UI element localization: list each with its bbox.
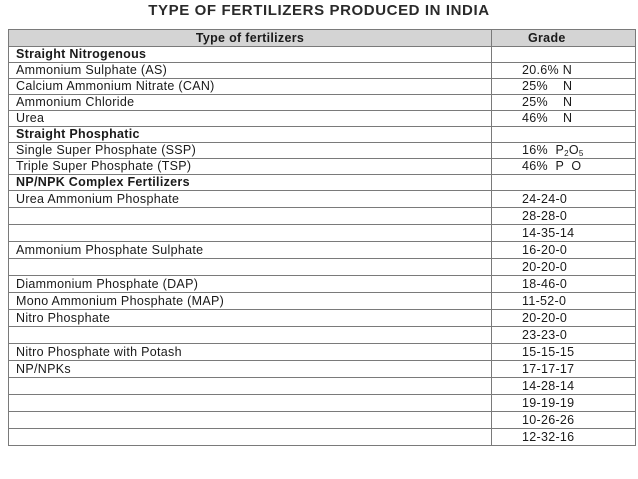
type-cell xyxy=(9,412,492,429)
header-type: Type of fertilizers xyxy=(9,30,492,47)
type-cell: Urea xyxy=(9,111,492,127)
table-row xyxy=(9,159,636,175)
grade-cell: 14-35-14 xyxy=(492,225,636,242)
section-row xyxy=(9,47,636,63)
type-cell: Ammonium Phosphate Sulphate xyxy=(9,242,492,259)
grade-cell xyxy=(492,143,636,159)
table-row xyxy=(9,111,636,127)
table-row xyxy=(9,259,636,276)
header-grade: Grade xyxy=(492,30,636,47)
type-cell xyxy=(9,225,492,242)
grade-cell: 28-28-0 xyxy=(492,208,636,225)
grade-cell: 10-26-26 xyxy=(492,412,636,429)
grade-cell: 19-19-19 xyxy=(492,395,636,412)
table-row xyxy=(9,143,636,159)
type-cell xyxy=(9,208,492,225)
table-row xyxy=(9,208,636,225)
page-title: TYPE OF FERTILIZERS PRODUCED IN INDIA xyxy=(148,2,490,19)
type-cell: Ammonium Sulphate (AS) xyxy=(9,63,492,79)
table-row xyxy=(9,95,636,111)
type-cell: Diammonium Phosphate (DAP) xyxy=(9,276,492,293)
section-title: Straight Phosphatic xyxy=(9,127,492,143)
table-row xyxy=(9,191,636,208)
grade-cell: 11-52-0 xyxy=(492,293,636,310)
table-header-row xyxy=(9,30,636,47)
section-title: Straight Nitrogenous xyxy=(9,47,492,63)
table-row xyxy=(9,276,636,293)
grade-cell: 20.6% N xyxy=(492,63,636,79)
table-row xyxy=(9,327,636,344)
table-row xyxy=(9,293,636,310)
type-cell xyxy=(9,429,492,446)
grade-cell: 20-20-0 xyxy=(492,310,636,327)
type-cell: Urea Ammonium Phosphate xyxy=(9,191,492,208)
grade-subscript: 2 xyxy=(564,149,569,158)
section-title: NP/NPK Complex Fertilizers xyxy=(9,175,492,191)
table-row xyxy=(9,361,636,378)
table-row xyxy=(9,225,636,242)
table-row xyxy=(9,395,636,412)
table-row xyxy=(9,344,636,361)
table-row xyxy=(9,412,636,429)
grade-cell: 25% N xyxy=(492,79,636,95)
type-cell xyxy=(9,378,492,395)
grade-cell: 25% N xyxy=(492,95,636,111)
grade-cell: 20-20-0 xyxy=(492,259,636,276)
type-cell: Ammonium Chloride xyxy=(9,95,492,111)
type-cell: Nitro Phosphate xyxy=(9,310,492,327)
fertilizer-table xyxy=(8,29,636,446)
type-cell: Calcium Ammonium Nitrate (CAN) xyxy=(9,79,492,95)
type-cell: NP/NPKs xyxy=(9,361,492,378)
grade-cell: 12-32-16 xyxy=(492,429,636,446)
grade-cell: 23-23-0 xyxy=(492,327,636,344)
type-cell xyxy=(9,395,492,412)
table-row xyxy=(9,242,636,259)
table-row xyxy=(9,63,636,79)
type-cell xyxy=(9,259,492,276)
type-cell: Mono Ammonium Phosphate (MAP) xyxy=(9,293,492,310)
type-cell: Nitro Phosphate with Potash xyxy=(9,344,492,361)
grade-cell: 17-17-17 xyxy=(492,361,636,378)
table-row xyxy=(9,378,636,395)
grade-cell: 15-15-15 xyxy=(492,344,636,361)
grade-cell: 16-20-0 xyxy=(492,242,636,259)
table-row xyxy=(9,79,636,95)
grade-prefix: 16% P xyxy=(522,143,565,157)
grade-mid: O xyxy=(568,143,579,157)
type-cell: Single Super Phosphate (SSP) xyxy=(9,143,492,159)
type-cell: Triple Super Phosphate (TSP) xyxy=(9,159,492,175)
table-row xyxy=(9,429,636,446)
grade-cell: 24-24-0 xyxy=(492,191,636,208)
section-row xyxy=(9,127,636,143)
grade-cell: 18-46-0 xyxy=(492,276,636,293)
grade-cell: 46% P O xyxy=(492,159,636,175)
grade-subscript: 5 xyxy=(578,149,584,158)
section-row xyxy=(9,175,636,191)
type-cell xyxy=(9,327,492,344)
grade-cell: 14-28-14 xyxy=(492,378,636,395)
grade-cell: 46% N xyxy=(492,111,636,127)
table-row xyxy=(9,310,636,327)
